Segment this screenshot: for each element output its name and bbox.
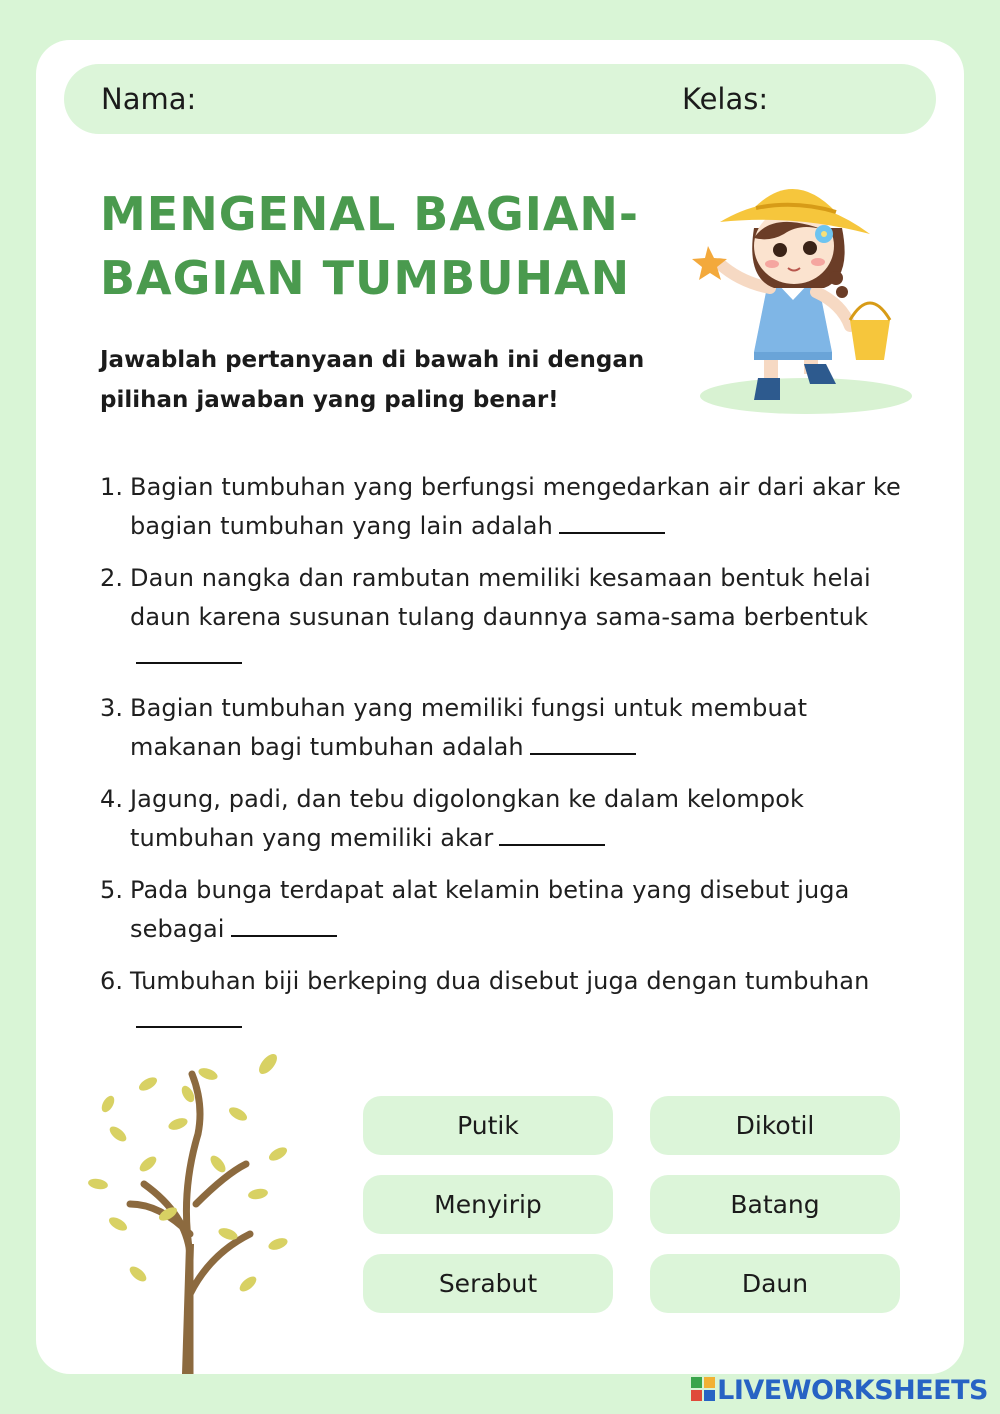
- instruction-text: Jawablah pertanyaan di bawah ini dengan pilihan jawaban yang paling benar!: [100, 347, 645, 413]
- question-item: [100, 962, 910, 1040]
- option-serabut[interactable]: Serabut: [363, 1254, 613, 1313]
- answer-blank[interactable]: [530, 733, 636, 755]
- worksheet-title: [100, 182, 660, 310]
- answer-blank[interactable]: [559, 512, 665, 534]
- student-info-bar: [64, 64, 936, 134]
- answer-blank[interactable]: [136, 1006, 242, 1028]
- question-item: [100, 559, 910, 676]
- question-number: 1.: [100, 473, 124, 501]
- answer-blank[interactable]: [136, 642, 242, 664]
- question-number: 4.: [100, 785, 124, 813]
- title-line-1: MENGENAL BAGIAN-: [100, 187, 640, 241]
- question-text: Bagian tumbuhan yang memiliki fungsi untuk membuat makanan bagi tumbuhan adalah: [130, 694, 808, 761]
- answer-blank[interactable]: [231, 915, 337, 937]
- question-number: 3.: [100, 694, 124, 722]
- option-dikotil[interactable]: Dikotil: [650, 1096, 900, 1155]
- option-daun[interactable]: Daun: [650, 1254, 900, 1313]
- option-menyirip[interactable]: Menyirip: [363, 1175, 613, 1234]
- question-text: Bagian tumbuhan yang berfungsi mengedarkan air dari akar ke bagian tumbuhan yang lain adalah: [130, 473, 901, 540]
- question-text: Daun nangka dan rambutan memiliki kesamaan bentuk helai daun karena susunan tulang daunnya sama-sama berbentuk: [130, 564, 871, 631]
- title-line-2: BAGIAN TUMBUHAN: [100, 251, 631, 305]
- question-text: Jagung, padi, dan tebu digolongkan ke dalam kelompok tumbuhan yang memiliki akar: [130, 785, 805, 852]
- question-item: [100, 468, 910, 546]
- question-item: [100, 689, 910, 767]
- option-batang[interactable]: Batang: [650, 1175, 900, 1234]
- question-number: 2.: [100, 564, 124, 592]
- liveworksheets-logo-icon: [691, 1377, 715, 1401]
- brand-footer[interactable]: [691, 1376, 988, 1406]
- question-number: 6.: [100, 967, 124, 995]
- name-label: Nama:: [101, 82, 197, 116]
- question-number: 5.: [100, 876, 124, 904]
- question-text: Pada bunga terdapat alat kelamin betina yang disebut juga sebagai: [130, 876, 850, 943]
- brand-name: LIVEWORKSHEETS: [717, 1375, 988, 1406]
- answer-blank[interactable]: [499, 824, 605, 846]
- option-putik[interactable]: Putik: [363, 1096, 613, 1155]
- question-item: [100, 871, 910, 949]
- girl-with-hat-icon: [684, 168, 920, 418]
- question-item: [100, 780, 910, 858]
- question-text: Tumbuhan biji berkeping dua disebut juga dengan tumbuhan: [130, 967, 870, 995]
- question-list: [100, 468, 910, 1053]
- tree-icon: [78, 1044, 302, 1374]
- class-label: Kelas:: [682, 82, 769, 116]
